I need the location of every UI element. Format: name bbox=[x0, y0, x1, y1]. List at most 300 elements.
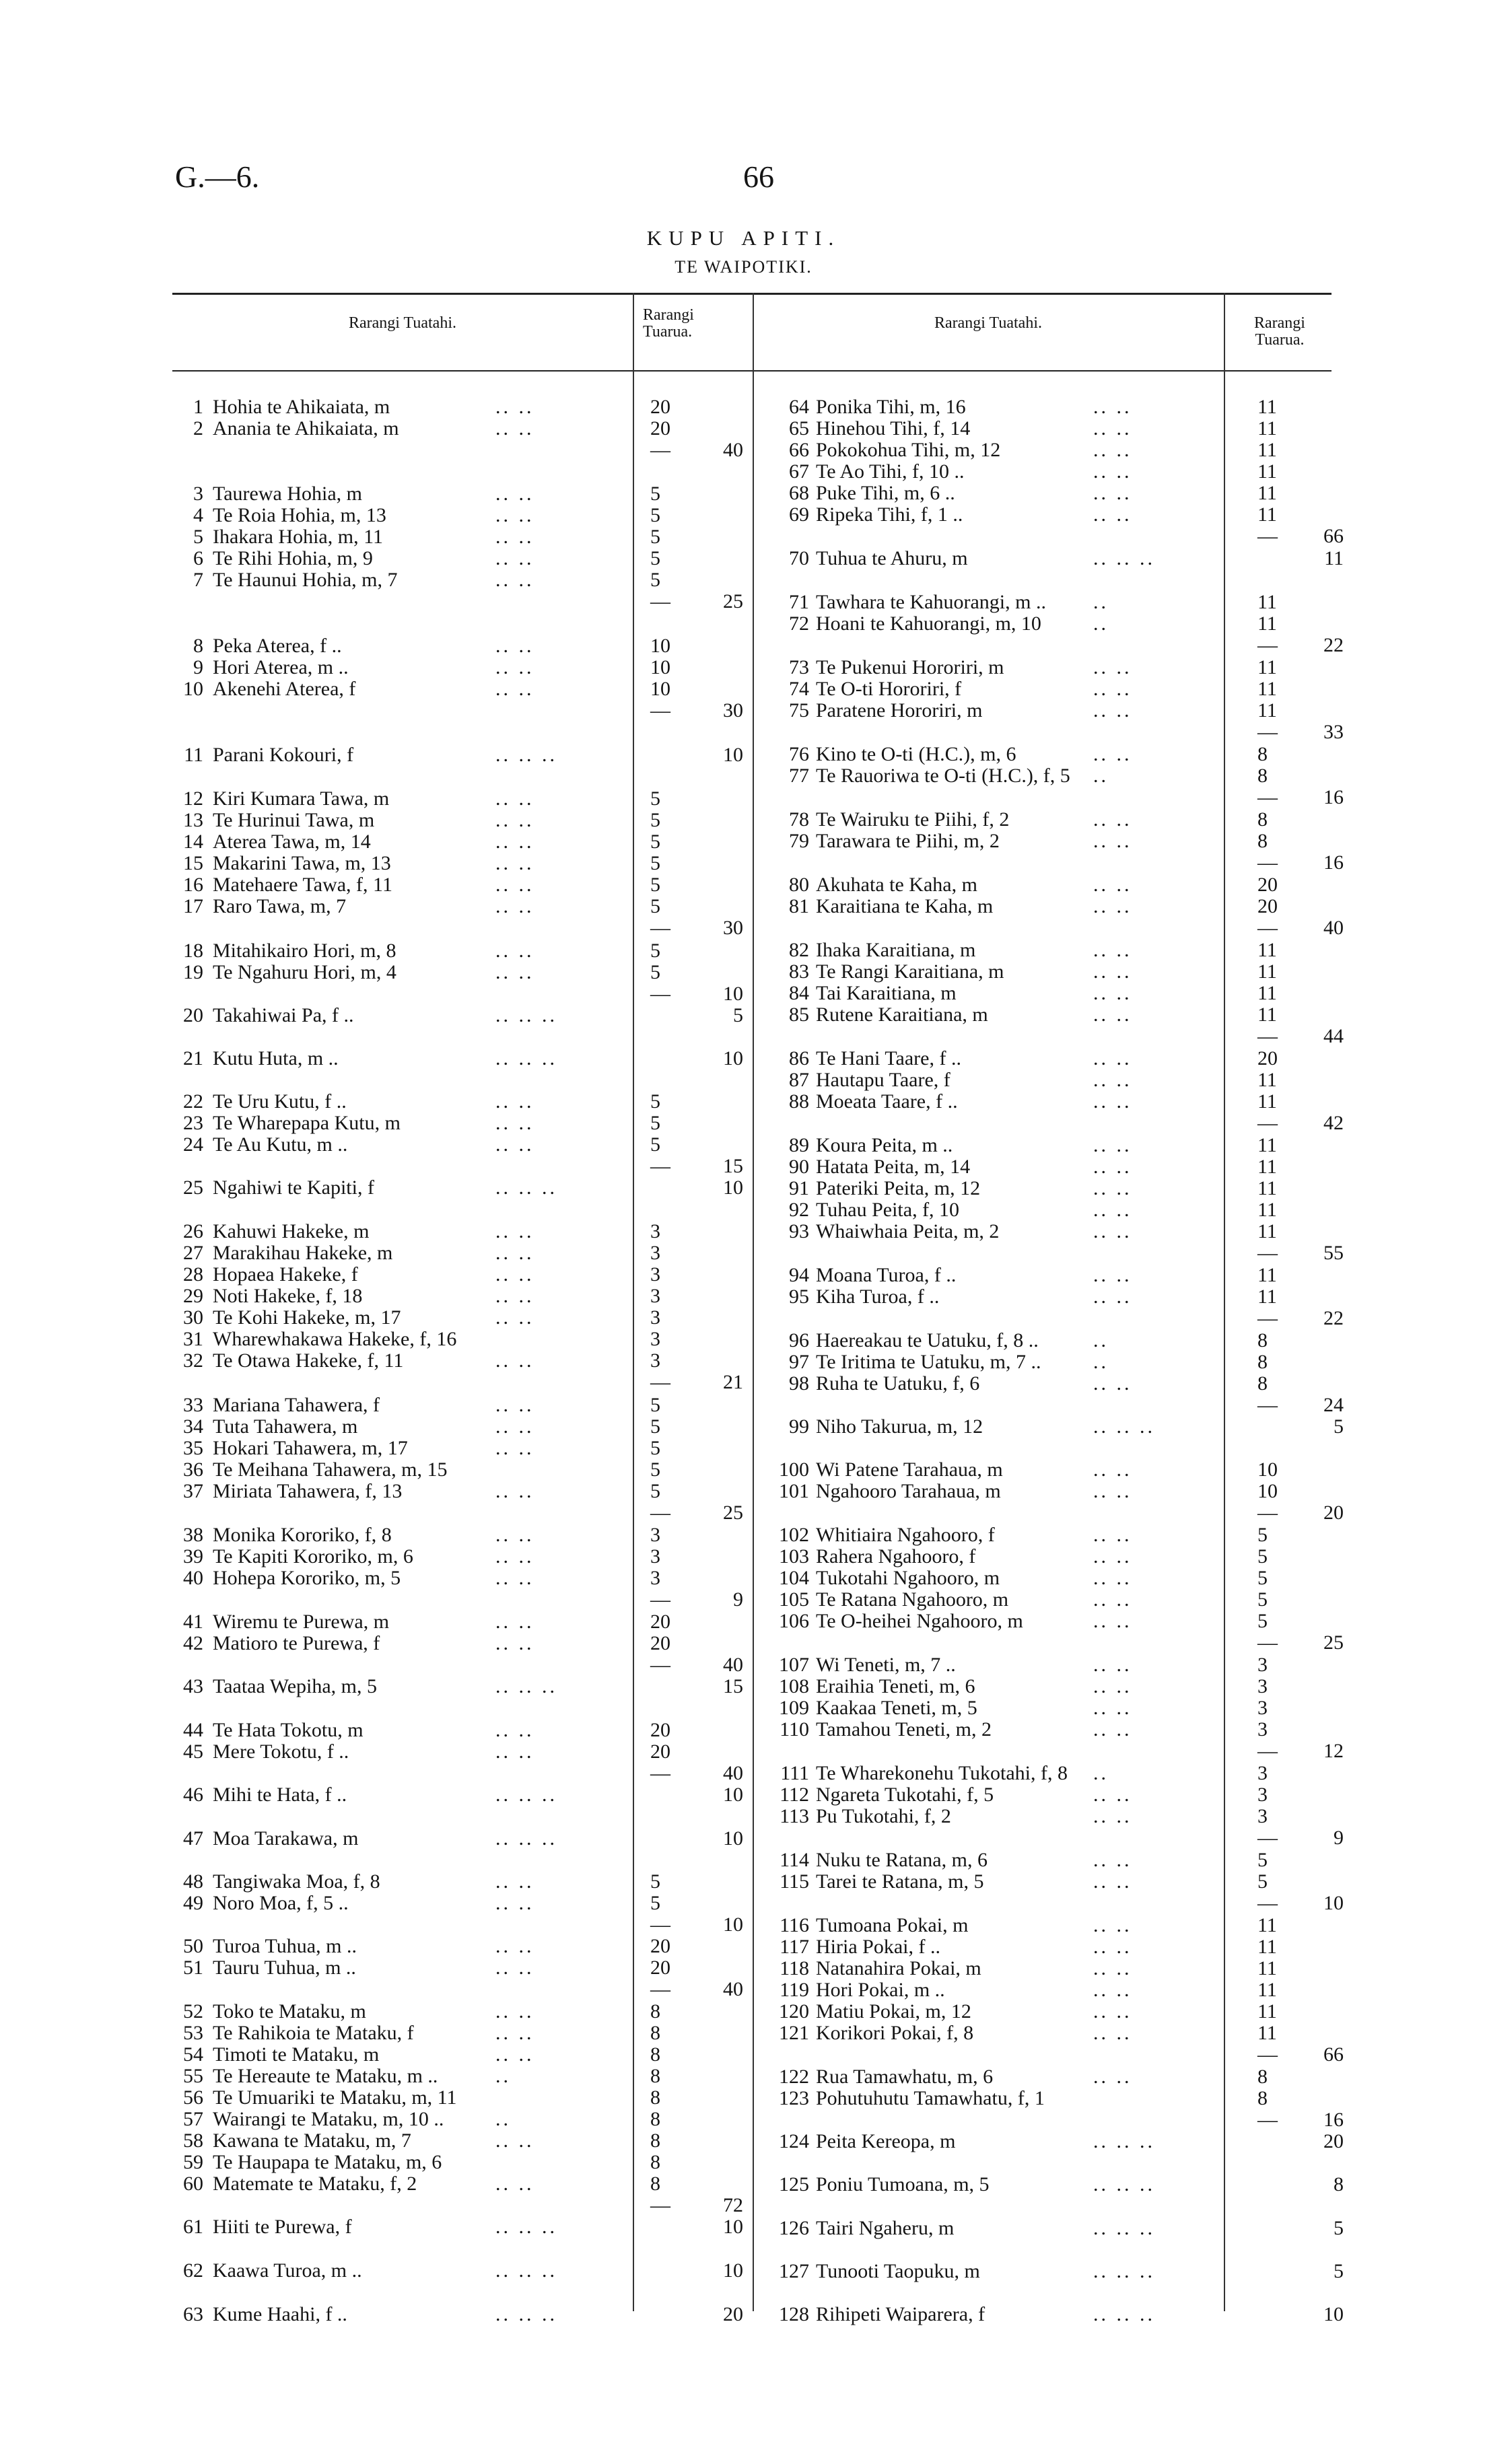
right-row-count: 11 bbox=[1257, 1220, 1277, 1242]
column-divider-left-count bbox=[633, 293, 634, 2311]
left-row-total: 21 bbox=[723, 1371, 743, 1393]
right-row-count: 11 bbox=[1257, 678, 1277, 700]
right-row-count: — bbox=[1257, 2043, 1278, 2066]
right-row-number: 104 bbox=[779, 1567, 809, 1589]
right-row-number: 118 bbox=[780, 1957, 809, 1979]
right-row-count: — bbox=[1257, 1025, 1278, 1047]
left-row-leader: .. .. .. bbox=[495, 1176, 557, 1199]
right-row-number: 83 bbox=[789, 960, 809, 983]
left-row-number: 38 bbox=[183, 1524, 203, 1546]
right-row-count: 11 bbox=[1257, 656, 1277, 678]
left-row-count: 3 bbox=[650, 1306, 660, 1329]
left-row-count: 3 bbox=[650, 1328, 660, 1350]
column-header-left-name: Rarangi Tuatahi. bbox=[349, 314, 456, 332]
right-row-name: Haereakau te Uatuku, f, 8 .. bbox=[816, 1329, 1039, 1351]
left-row-name: Takahiwai Pa, f .. bbox=[213, 1004, 354, 1026]
left-row-count: 3 bbox=[650, 1242, 660, 1264]
left-row-leader: .. .. bbox=[495, 1220, 534, 1242]
right-row-name: Te Wairuku te Piihi, f, 2 bbox=[816, 808, 1010, 831]
right-row-name: Te Iritima te Uatuku, m, 7 .. bbox=[816, 1351, 1041, 1373]
left-row-number: 55 bbox=[183, 2065, 203, 2087]
left-row-name: Ihakara Hohia, m, 11 bbox=[213, 526, 383, 548]
right-row-number: 103 bbox=[779, 1545, 809, 1568]
right-row-count: 8 bbox=[1257, 2087, 1268, 2109]
left-row-leader: .. .. .. bbox=[495, 1784, 557, 1806]
right-row-number: 113 bbox=[780, 1805, 809, 1827]
left-row-number: 34 bbox=[183, 1415, 203, 1438]
right-row-number: 87 bbox=[789, 1069, 809, 1091]
right-row-total: 10 bbox=[1323, 2303, 1344, 2325]
right-row-name: Te Pukenui Hororiri, m bbox=[816, 656, 1004, 678]
right-row-leader: .. bbox=[1093, 765, 1109, 787]
left-row-count: — bbox=[650, 1654, 670, 1676]
left-row-total: 9 bbox=[733, 1588, 743, 1611]
left-row-leader: .. .. bbox=[495, 1567, 534, 1589]
left-row-name: Hopaea Hakeke, f bbox=[213, 1263, 358, 1286]
right-row-name: Paratene Hororiri, m bbox=[816, 699, 983, 721]
right-row-leader: .. .. bbox=[1093, 1805, 1132, 1827]
left-row-count: 5 bbox=[650, 940, 660, 962]
left-row-name: Mitahikairo Hori, m, 8 bbox=[213, 940, 396, 962]
left-row-leader: .. .. bbox=[495, 504, 534, 526]
left-row-leader: .. .. bbox=[495, 2000, 534, 2022]
right-row-name: Wi Teneti, m, 7 .. bbox=[816, 1654, 956, 1676]
left-row-count: 10 bbox=[650, 678, 670, 700]
right-row-count: 8 bbox=[1257, 830, 1268, 852]
right-row-count: 11 bbox=[1257, 612, 1277, 635]
right-row-total: 16 bbox=[1323, 2109, 1344, 2131]
left-row-count: 20 bbox=[650, 1740, 670, 1763]
right-row-leader: .. .. bbox=[1093, 1220, 1132, 1242]
right-row-count: 11 bbox=[1257, 1286, 1277, 1308]
right-row-count: 8 bbox=[1257, 765, 1268, 787]
left-row-number: 19 bbox=[183, 961, 203, 983]
left-row-number: 47 bbox=[183, 1827, 203, 1850]
right-row-number: 86 bbox=[789, 1047, 809, 1069]
left-row-name: Kawana te Mataku, m, 7 bbox=[213, 2129, 411, 2152]
left-row-count: 5 bbox=[650, 787, 660, 810]
right-row-leader: .. .. bbox=[1093, 1697, 1132, 1719]
left-row-number: 25 bbox=[183, 1176, 203, 1199]
left-row-leader: .. .. bbox=[495, 547, 534, 569]
right-row-name: Kiha Turoa, f .. bbox=[816, 1286, 940, 1308]
right-row-name: Tunooti Taopuku, m bbox=[816, 2260, 980, 2282]
left-row-count: 8 bbox=[650, 2022, 660, 2044]
left-row-number: 16 bbox=[183, 874, 203, 896]
left-row-count: 5 bbox=[650, 526, 660, 548]
right-row-leader: .. .. bbox=[1093, 1870, 1132, 1893]
left-row-number: 23 bbox=[183, 1112, 203, 1134]
right-row-leader: .. .. bbox=[1093, 1480, 1132, 1502]
right-row-number: 125 bbox=[779, 2173, 809, 2195]
right-row-count: 11 bbox=[1257, 1177, 1277, 1199]
right-row-number: 122 bbox=[779, 2066, 809, 2088]
right-row-number: 65 bbox=[789, 417, 809, 439]
left-row-count: 8 bbox=[650, 2065, 660, 2087]
left-row-number: 41 bbox=[183, 1611, 203, 1633]
right-row-leader: .. bbox=[1093, 1351, 1109, 1373]
right-row-count: 3 bbox=[1257, 1784, 1268, 1806]
right-row-name: Ruha te Uatuku, f, 6 bbox=[816, 1372, 980, 1395]
left-row-leader: .. .. bbox=[495, 2043, 534, 2066]
left-row-leader: .. .. .. bbox=[495, 1675, 557, 1697]
left-row-leader: .. .. bbox=[495, 1133, 534, 1156]
right-row-number: 120 bbox=[779, 2000, 809, 2022]
right-row-number: 75 bbox=[789, 699, 809, 721]
left-row-leader: .. bbox=[495, 2065, 511, 2087]
left-row-count: 5 bbox=[650, 874, 660, 896]
right-row-count: 11 bbox=[1257, 1156, 1277, 1178]
left-row-name: Kiri Kumara Tawa, m bbox=[213, 787, 390, 810]
left-row-leader: .. .. .. bbox=[495, 1047, 557, 1069]
table-top-rule bbox=[172, 293, 1332, 295]
left-row-count: 5 bbox=[650, 961, 660, 983]
left-row-leader: .. .. bbox=[495, 831, 534, 853]
right-row-count: 11 bbox=[1257, 1004, 1277, 1026]
left-row-leader: .. .. .. bbox=[495, 1004, 557, 1026]
left-row-name: Te Uru Kutu, f .. bbox=[213, 1090, 347, 1113]
left-row-count: 5 bbox=[650, 852, 660, 874]
left-row-name: Mihi te Hata, f .. bbox=[213, 1784, 347, 1806]
right-row-leader: .. .. bbox=[1093, 1545, 1132, 1568]
left-row-total: 10 bbox=[723, 1784, 743, 1806]
left-row-total: 10 bbox=[723, 1176, 743, 1199]
right-row-leader: .. .. .. bbox=[1093, 2303, 1155, 2325]
left-row-name: Wharewhakawa Hakeke, f, 16 bbox=[213, 1328, 457, 1350]
left-row-number: 13 bbox=[183, 809, 203, 831]
right-row-count: 11 bbox=[1257, 1199, 1277, 1221]
right-row-name: Rahera Ngahooro, f bbox=[816, 1545, 976, 1568]
table-header-rule bbox=[172, 370, 1332, 372]
right-row-number: 73 bbox=[789, 656, 809, 678]
left-row-name: Te Meihana Tahawera, m, 15 bbox=[213, 1458, 448, 1481]
right-row-name: Pohutuhutu Tamawhatu, f, 1 bbox=[816, 2087, 1045, 2109]
left-row-name: Matioro te Purewa, f bbox=[213, 1632, 380, 1654]
left-row-total: 15 bbox=[723, 1155, 743, 1177]
right-row-leader: .. .. bbox=[1093, 2022, 1132, 2044]
right-row-leader: .. .. bbox=[1093, 939, 1132, 961]
left-row-number: 1 bbox=[193, 396, 203, 418]
right-row-number: 84 bbox=[789, 982, 809, 1004]
page-header-ref: G.—6. bbox=[175, 160, 260, 194]
right-row-count: — bbox=[1257, 917, 1278, 939]
right-row-leader: .. .. bbox=[1093, 417, 1132, 439]
right-row-leader: .. .. bbox=[1093, 830, 1132, 852]
right-row-name: Te O-ti Hororiri, f bbox=[816, 678, 962, 700]
right-row-count: — bbox=[1257, 1892, 1278, 1914]
left-row-number: 49 bbox=[183, 1892, 203, 1914]
left-row-leader: .. .. bbox=[495, 635, 534, 657]
right-row-count: — bbox=[1257, 721, 1278, 743]
left-row-total: 40 bbox=[723, 1762, 743, 1784]
left-row-leader: .. .. bbox=[495, 1437, 534, 1459]
right-row-name: Peita Kereopa, m bbox=[816, 2130, 956, 2152]
right-row-number: 90 bbox=[789, 1156, 809, 1178]
right-row-leader: .. .. bbox=[1093, 439, 1132, 461]
right-row-number: 127 bbox=[779, 2260, 809, 2282]
right-row-count: 8 bbox=[1257, 743, 1268, 765]
left-row-count: 10 bbox=[650, 635, 670, 657]
right-row-leader: .. .. bbox=[1093, 1156, 1132, 1178]
left-row-count: — bbox=[650, 1371, 670, 1393]
right-row-leader: .. .. bbox=[1093, 1784, 1132, 1806]
left-row-leader: .. .. bbox=[495, 1306, 534, 1329]
right-row-leader: .. .. bbox=[1093, 808, 1132, 831]
right-row-name: Hoani te Kahuorangi, m, 10 bbox=[816, 612, 1041, 635]
right-row-number: 105 bbox=[779, 1588, 809, 1611]
left-row-number: 45 bbox=[183, 1740, 203, 1763]
right-row-number: 117 bbox=[780, 1936, 809, 1958]
right-row-leader: .. .. bbox=[1093, 1675, 1132, 1697]
left-row-count: — bbox=[650, 1588, 670, 1611]
right-row-leader: .. bbox=[1093, 1762, 1109, 1784]
right-row-name: Nuku te Ratana, m, 6 bbox=[816, 1849, 988, 1871]
right-row-name: Hatata Peita, m, 14 bbox=[816, 1156, 971, 1178]
left-row-name: Te Umuariki te Mataku, m, 11 bbox=[213, 2086, 457, 2109]
left-row-leader: .. .. bbox=[495, 1285, 534, 1307]
right-row-count: 11 bbox=[1257, 1957, 1277, 1979]
right-row-count: 10 bbox=[1257, 1458, 1278, 1481]
left-row-number: 20 bbox=[183, 1004, 203, 1026]
right-row-leader: .. .. bbox=[1093, 1718, 1132, 1740]
right-row-leader: .. .. bbox=[1093, 1199, 1132, 1221]
left-row-leader: .. .. bbox=[495, 1870, 534, 1893]
right-row-number: 114 bbox=[780, 1849, 809, 1871]
left-row-leader: .. .. bbox=[495, 678, 534, 700]
left-row-count: 5 bbox=[650, 547, 660, 569]
left-row-leader: .. .. bbox=[495, 396, 534, 418]
left-row-leader: .. .. bbox=[495, 1263, 534, 1286]
right-row-name: Moeata Taare, f .. bbox=[816, 1090, 958, 1113]
column-divider-center bbox=[753, 293, 754, 2311]
right-row-total: 5 bbox=[1334, 1415, 1344, 1438]
right-row-name: Whitiaira Ngahooro, f bbox=[816, 1524, 995, 1546]
right-row-count: 11 bbox=[1257, 417, 1277, 439]
left-row-leader: .. .. bbox=[495, 895, 534, 917]
left-row-count: — bbox=[650, 1155, 670, 1177]
left-row-leader: .. .. bbox=[495, 961, 534, 983]
right-row-total: 8 bbox=[1334, 2173, 1344, 2195]
right-row-name: Te Wharekonehu Tukotahi, f, 8 bbox=[816, 1762, 1068, 1784]
right-row-number: 112 bbox=[780, 1784, 809, 1806]
left-row-number: 35 bbox=[183, 1437, 203, 1459]
left-row-number: 8 bbox=[193, 635, 203, 657]
right-row-leader: .. .. bbox=[1093, 743, 1132, 765]
right-row-count: 5 bbox=[1257, 1870, 1268, 1893]
right-row-count: 11 bbox=[1257, 1090, 1277, 1113]
right-row-name: Tawhara te Kahuorangi, m .. bbox=[816, 591, 1046, 613]
left-row-count: 5 bbox=[650, 895, 660, 917]
right-row-name: Matiu Pokai, m, 12 bbox=[816, 2000, 971, 2022]
left-row-number: 36 bbox=[183, 1458, 203, 1481]
right-row-count: 11 bbox=[1257, 939, 1277, 961]
left-row-name: Te Haunui Hohia, m, 7 bbox=[213, 569, 398, 591]
left-row-name: Te Hereaute te Mataku, m .. bbox=[213, 2065, 438, 2087]
right-row-name: Tuhau Peita, f, 10 bbox=[816, 1199, 960, 1221]
right-row-count: 11 bbox=[1257, 460, 1277, 483]
left-row-name: Taurewa Hohia, m bbox=[213, 483, 362, 505]
left-row-number: 27 bbox=[183, 1242, 203, 1264]
right-row-name: Pu Tukotahi, f, 2 bbox=[816, 1805, 951, 1827]
right-row-count: — bbox=[1257, 786, 1278, 808]
left-row-name: Matemate te Mataku, f, 2 bbox=[213, 2173, 417, 2195]
right-row-count: 8 bbox=[1257, 808, 1268, 831]
right-row-name: Tai Karaitiana, m bbox=[816, 982, 957, 1004]
left-row-number: 31 bbox=[183, 1328, 203, 1350]
right-row-count: 5 bbox=[1257, 1588, 1268, 1611]
right-row-name: Ponika Tihi, m, 16 bbox=[816, 396, 966, 418]
left-row-name: Te Roia Hohia, m, 13 bbox=[213, 504, 386, 526]
right-row-count: 8 bbox=[1257, 1329, 1268, 1351]
right-row-leader: .. .. .. bbox=[1093, 2260, 1155, 2282]
left-row-number: 26 bbox=[183, 1220, 203, 1242]
right-row-leader: .. .. bbox=[1093, 874, 1132, 896]
left-row-leader: .. .. bbox=[495, 1480, 534, 1502]
left-row-number: 4 bbox=[193, 504, 203, 526]
left-row-number: 7 bbox=[193, 569, 203, 591]
left-row-leader: .. .. bbox=[495, 852, 534, 874]
right-row-number: 80 bbox=[789, 874, 809, 896]
right-row-count: — bbox=[1257, 1827, 1278, 1849]
right-row-count: 11 bbox=[1257, 2000, 1277, 2022]
right-row-number: 76 bbox=[789, 743, 809, 765]
left-row-name: Toko te Mataku, m bbox=[213, 2000, 366, 2022]
right-row-count: 10 bbox=[1257, 1480, 1278, 1502]
right-row-number: 124 bbox=[779, 2130, 809, 2152]
right-row-total: 44 bbox=[1323, 1025, 1344, 1047]
left-row-count: 3 bbox=[650, 1263, 660, 1286]
right-row-name: Te O-heihei Ngahooro, m bbox=[816, 1610, 1023, 1632]
left-row-leader: .. .. bbox=[495, 940, 534, 962]
right-row-number: 128 bbox=[779, 2303, 809, 2325]
left-row-total: 40 bbox=[723, 1654, 743, 1676]
right-row-count: 3 bbox=[1257, 1805, 1268, 1827]
left-row-leader: .. .. bbox=[495, 1242, 534, 1264]
left-row-number: 33 bbox=[183, 1394, 203, 1416]
right-row-leader: .. .. bbox=[1093, 699, 1132, 721]
right-row-total: 55 bbox=[1323, 1242, 1344, 1264]
right-row-leader: .. .. bbox=[1093, 678, 1132, 700]
right-row-count: — bbox=[1257, 634, 1278, 656]
left-row-leader: .. .. .. bbox=[495, 1827, 557, 1850]
right-row-number: 107 bbox=[779, 1654, 809, 1676]
right-row-total: 11 bbox=[1324, 547, 1344, 569]
left-row-total: 30 bbox=[723, 917, 743, 939]
left-row-name: Aterea Tawa, m, 14 bbox=[213, 831, 371, 853]
right-row-count: 11 bbox=[1257, 1264, 1277, 1286]
right-row-number: 93 bbox=[789, 1220, 809, 1242]
left-row-count: 5 bbox=[650, 1480, 660, 1502]
left-row-leader: .. .. bbox=[495, 656, 534, 678]
right-row-leader: .. .. bbox=[1093, 1979, 1132, 2001]
right-row-name: Rihipeti Waiparera, f bbox=[816, 2303, 985, 2325]
left-row-count: 8 bbox=[650, 2000, 660, 2022]
right-row-leader: .. .. bbox=[1093, 1914, 1132, 1936]
right-row-count: 3 bbox=[1257, 1675, 1268, 1697]
left-row-name: Taataa Wepiha, m, 5 bbox=[213, 1675, 377, 1697]
right-row-number: 115 bbox=[780, 1870, 809, 1893]
left-row-leader: .. .. bbox=[495, 1611, 534, 1633]
left-row-number: 30 bbox=[183, 1306, 203, 1329]
left-row-count: 10 bbox=[650, 656, 670, 678]
left-row-number: 44 bbox=[183, 1719, 203, 1741]
right-row-leader: .. .. bbox=[1093, 1588, 1132, 1611]
left-row-leader: .. .. bbox=[495, 1524, 534, 1546]
right-row-name: Hinehou Tihi, f, 14 bbox=[816, 417, 971, 439]
right-row-leader: .. .. bbox=[1093, 1069, 1132, 1091]
right-row-name: Hautapu Taare, f bbox=[816, 1069, 950, 1091]
right-row-name: Rua Tamawhatu, m, 6 bbox=[816, 2066, 994, 2088]
right-row-count: 11 bbox=[1257, 982, 1277, 1004]
right-row-count: 11 bbox=[1257, 482, 1277, 504]
left-row-leader: .. .. .. bbox=[495, 2216, 557, 2238]
left-row-number: 21 bbox=[183, 1047, 203, 1069]
right-row-leader: .. .. bbox=[1093, 1936, 1132, 1958]
right-row-number: 99 bbox=[789, 1415, 809, 1438]
right-row-leader: .. .. bbox=[1093, 960, 1132, 983]
right-row-leader: .. .. bbox=[1093, 503, 1132, 526]
left-row-total: 40 bbox=[723, 439, 743, 461]
right-row-number: 72 bbox=[789, 612, 809, 635]
right-row-number: 126 bbox=[779, 2217, 809, 2239]
right-row-leader: .. .. bbox=[1093, 1372, 1132, 1395]
left-row-leader: .. .. bbox=[495, 1957, 534, 1979]
right-row-number: 89 bbox=[789, 1134, 809, 1156]
right-row-number: 77 bbox=[789, 765, 809, 787]
left-row-count: 5 bbox=[650, 483, 660, 505]
right-row-leader: .. .. bbox=[1093, 1286, 1132, 1308]
left-row-total: 10 bbox=[723, 744, 743, 766]
right-row-count: 11 bbox=[1257, 396, 1277, 418]
left-row-name: Hohepa Kororiko, m, 5 bbox=[213, 1567, 401, 1589]
right-row-name: Hiria Pokai, f .. bbox=[816, 1936, 940, 1958]
left-row-name: Hokari Tahawera, m, 17 bbox=[213, 1437, 408, 1459]
left-row-name: Ngahiwi te Kapiti, f bbox=[213, 1176, 374, 1199]
right-row-count: 11 bbox=[1257, 699, 1277, 721]
right-row-leader: .. .. bbox=[1093, 1090, 1132, 1113]
right-row-number: 98 bbox=[789, 1372, 809, 1395]
right-row-count: — bbox=[1257, 1740, 1278, 1762]
left-row-leader: .. .. bbox=[495, 483, 534, 505]
right-row-leader: .. .. bbox=[1093, 1610, 1132, 1632]
right-row-name: Ripeka Tihi, f, 1 .. bbox=[816, 503, 963, 526]
right-row-number: 68 bbox=[789, 482, 809, 504]
right-row-count: 11 bbox=[1257, 1069, 1277, 1091]
right-row-leader: .. .. bbox=[1093, 482, 1132, 504]
left-row-number: 51 bbox=[183, 1957, 203, 1979]
right-row-name: Moana Turoa, f .. bbox=[816, 1264, 957, 1286]
left-row-count: — bbox=[650, 439, 670, 461]
left-row-name: Turoa Tuhua, m .. bbox=[213, 1935, 357, 1957]
left-row-leader: .. .. bbox=[495, 874, 534, 896]
right-row-name: Whaiwhaia Peita, m, 2 bbox=[816, 1220, 1000, 1242]
left-row-count: — bbox=[650, 1913, 670, 1936]
left-row-name: Tuta Tahawera, m bbox=[213, 1415, 358, 1438]
right-row-leader: .. .. .. bbox=[1093, 2217, 1155, 2239]
left-row-count: 3 bbox=[650, 1524, 660, 1546]
left-row-total: 10 bbox=[723, 2259, 743, 2282]
column-header-left-count: Rarangi Tuarua. bbox=[643, 306, 694, 341]
left-row-leader: .. .. bbox=[495, 1349, 534, 1372]
right-row-count: 5 bbox=[1257, 1524, 1268, 1546]
left-row-count: 5 bbox=[650, 1133, 660, 1156]
right-row-leader: .. .. bbox=[1093, 396, 1132, 418]
left-row-name: Mariana Tahawera, f bbox=[213, 1394, 380, 1416]
left-row-count: 3 bbox=[650, 1545, 660, 1568]
left-row-number: 61 bbox=[183, 2216, 203, 2238]
right-row-count: 11 bbox=[1257, 960, 1277, 983]
left-row-leader: .. .. bbox=[495, 1632, 534, 1654]
